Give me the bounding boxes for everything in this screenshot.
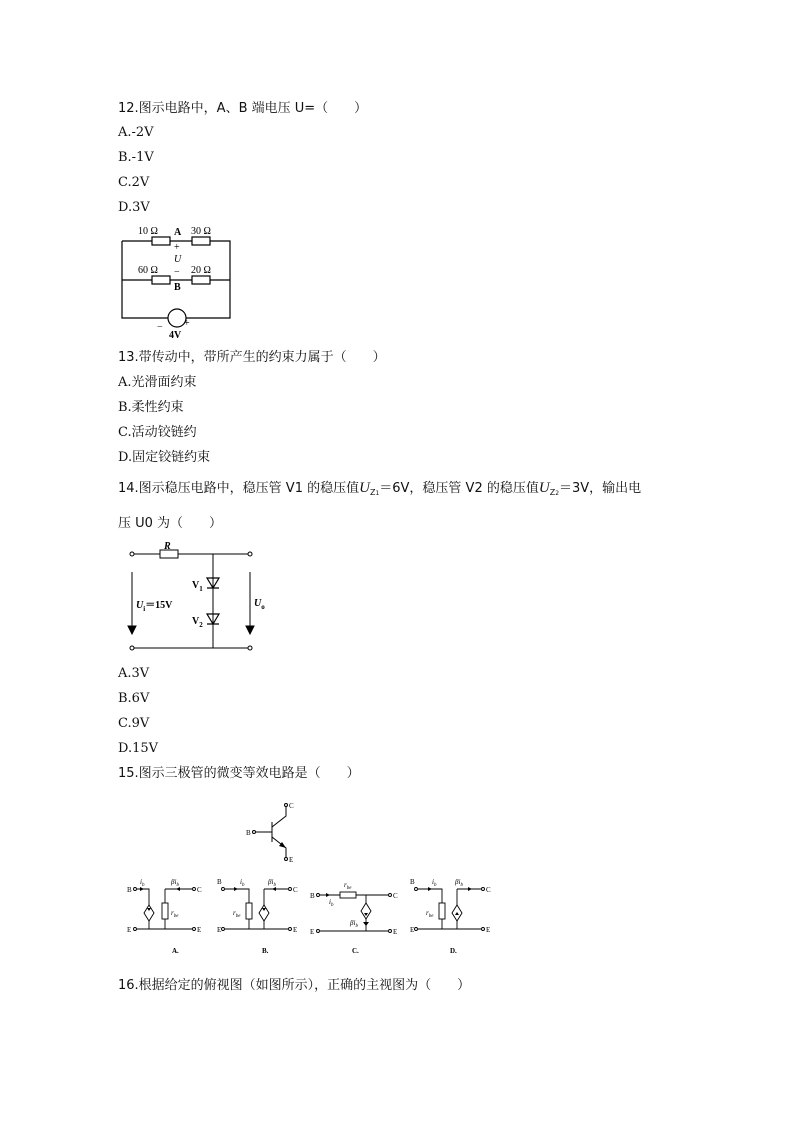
q16-stem: 16.根据给定的俯视图（如图所示），正确的主视图为（ ） [118, 978, 471, 993]
q14-z1: Z [369, 488, 376, 497]
q12-r1-label: 10 Ω [138, 226, 158, 237]
q15b-beta-sub: b [273, 883, 276, 888]
q15d-e2: E [486, 926, 491, 934]
q12-r2-label: 30 Ω [191, 226, 211, 237]
q15c-beta [349, 919, 358, 929]
q15b-rbe-sub: be [235, 914, 241, 919]
q15b-letter: B. [262, 947, 269, 955]
q12-r4-label: 20 Ω [191, 265, 211, 276]
q15c-e1: E [310, 928, 315, 936]
q15d-ib [432, 878, 437, 888]
q14-sub1: 1 [375, 490, 380, 497]
q15d-rbe-sub: be [428, 914, 434, 919]
q15d-e1: E [410, 926, 415, 934]
q15a-ib-sym: i [140, 878, 142, 886]
q15b-rbe [233, 909, 241, 919]
q12-option-a: A.-2V [118, 125, 154, 140]
q15b-c: C [293, 886, 298, 894]
q15c-e2: E [393, 928, 398, 936]
q12-option-b: B.-1V [118, 150, 154, 165]
q15d-b: B [410, 878, 415, 886]
q15a-ib-sub: b [141, 883, 145, 888]
q12-source-label: 4V [169, 330, 182, 341]
q14-v1-label [192, 580, 203, 593]
q12-option-c: C.2V [118, 175, 150, 190]
q12-node-b: B [174, 282, 181, 293]
q15d-ib-sub: b [433, 883, 437, 888]
q15d-beta [454, 878, 463, 888]
q15a-rbe-sym: r [171, 909, 174, 917]
q14-stem-line2: 压 U0 为（ ） [118, 516, 223, 531]
q14-v2-sub: 2 [199, 621, 203, 629]
q15a-c: C [197, 886, 202, 894]
q15a-e2: E [197, 926, 202, 934]
q15d-beta-sym: βi [455, 878, 461, 886]
q12-u-label: U [174, 254, 182, 265]
q15c-rbe [344, 881, 352, 891]
q15c-letter: C. [352, 947, 359, 955]
q12-stem: 12.图示电路中，A、B 端电压 U=（ ） [118, 101, 368, 116]
q15-transistor-b: B [246, 829, 251, 837]
q14-stem-line1 [118, 480, 641, 502]
q14-v2-label [192, 616, 203, 629]
q14-sub2: 2 [555, 490, 560, 497]
q15-transistor-symbol [246, 800, 298, 866]
q15a-beta-sym: βi [171, 878, 177, 886]
q15a-beta-sub: b [176, 883, 179, 888]
q15d-ib-sym: i [432, 878, 434, 886]
q12-r3-label: 60 Ω [138, 265, 158, 276]
q14-uo-sub: o [261, 603, 265, 611]
q15c-ib [329, 898, 334, 908]
q13-option-a: A.光滑面约束 [118, 375, 197, 390]
q14-uz2: U [538, 480, 550, 496]
q15d-rbe [426, 909, 434, 919]
q13-option-c: C.活动铰链约 [118, 425, 197, 440]
q15c-c: C [393, 892, 398, 900]
q14-eq2: ＝3V，输出电 [559, 481, 642, 496]
q12-minus: − [174, 267, 180, 278]
q14-option-a: A.3V [118, 666, 150, 681]
q15c-b: B [310, 892, 315, 900]
q15-circuit-b [218, 875, 298, 959]
q15-transistor-c: C [289, 802, 294, 810]
q14-v1-sub: 1 [199, 585, 203, 593]
q15c-rbe-sub: be [346, 886, 352, 891]
q15b-e2: E [293, 926, 298, 934]
q15c-ib-sub: b [330, 903, 334, 908]
q14-v1-symbol: V [192, 580, 200, 591]
q15d-letter: D. [450, 947, 457, 955]
q14-option-c: C.9V [118, 716, 150, 731]
q12-node-a: A [174, 227, 182, 238]
q15-circuit-c [310, 875, 398, 959]
q15d-rbe-sym: r [426, 909, 429, 917]
q14-regulator-figure [124, 542, 264, 654]
q13-option-b: B.柔性约束 [118, 400, 184, 415]
q15a-ib [140, 878, 145, 888]
q15c-rbe-sym: r [344, 881, 347, 889]
q15a-b: B [127, 886, 132, 894]
q15-circuit-a [124, 875, 204, 959]
q15d-c: C [486, 886, 491, 894]
q14-r-label: R [164, 541, 171, 552]
q15b-e1: E [217, 926, 222, 934]
q14-ui-value: ＝15V [145, 600, 173, 611]
q15c-beta-sub: b [355, 924, 358, 929]
q15a-letter: A. [172, 947, 179, 955]
q15a-rbe [171, 909, 179, 919]
q14-ui-symbol: U [136, 600, 144, 611]
q14-uz1: U [359, 480, 370, 496]
q15b-ib-sub: b [241, 883, 245, 888]
q12-plus: + [174, 242, 180, 253]
q14-ui-sub: i [143, 605, 146, 613]
q13-option-d: D.固定铰链约束 [118, 450, 211, 465]
q15a-beta [170, 878, 179, 888]
q15-circuit-d [410, 875, 492, 959]
q12-src-plus: + [184, 318, 190, 329]
q15b-b: B [217, 878, 222, 886]
q15d-beta-sub: b [460, 883, 463, 888]
q15-stem: 15.图示三极管的微变等效电路是（ ） [118, 766, 360, 781]
q15a-e1: E [127, 926, 132, 934]
q15-transistor-e: E [289, 856, 294, 864]
q14-stem-part1: 14.图示稳压电路中，稳压管 V1 的稳压值 [118, 481, 360, 496]
q14-option-b: B.6V [118, 691, 150, 706]
q15b-rbe-sym: r [233, 909, 236, 917]
q15c-beta-sym: βi [350, 919, 356, 927]
q12-circuit-figure [118, 222, 236, 340]
q14-uo-symbol: U [254, 598, 262, 609]
q14-v2-symbol: V [192, 616, 200, 627]
q14-ui-label [136, 600, 173, 613]
q15c-ib-sym: i [329, 898, 331, 906]
q15b-beta-sym: βi [268, 878, 274, 886]
q14-z2: Z [549, 488, 556, 497]
q15b-beta [267, 878, 276, 888]
q15b-ib-sym: i [240, 878, 242, 886]
q14-option-d: D.15V [118, 741, 159, 756]
q15a-rbe-sub: be [173, 914, 179, 919]
q12-option-d: D.3V [118, 200, 150, 215]
q14-eq1: ＝6V，稳压管 V2 的稳压值 [379, 481, 539, 496]
q15b-ib [240, 878, 245, 888]
q13-stem: 13.带传动中，带所产生的约束力属于（ ） [118, 350, 386, 365]
q12-src-minus: − [157, 322, 163, 333]
q14-uo-label [254, 598, 265, 611]
